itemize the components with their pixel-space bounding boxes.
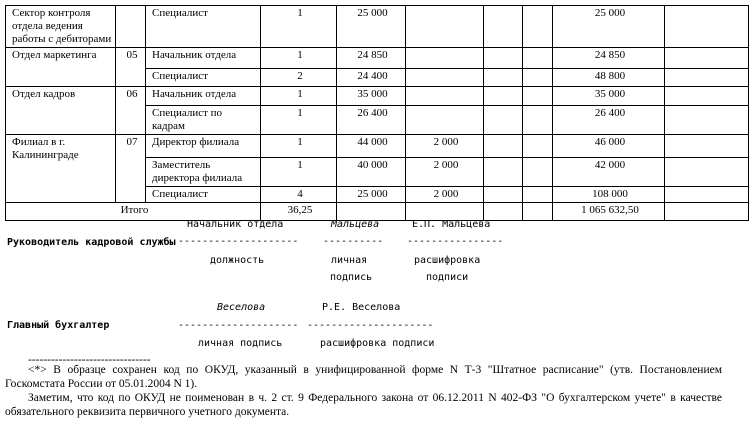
sign2-signature-value: Веселова [217,302,266,313]
cell-bonus3 [523,134,553,157]
cell-dept: Отдел кадров [6,86,116,134]
cell-salary: 26 400 [337,105,406,134]
cell-total: 46 000 [553,134,665,157]
cell-bonus2 [484,105,523,134]
footnote-line: Госкомстата России от 05.01.2004 N 1). [5,378,198,390]
cell-bonus3 [523,68,553,86]
sign1-position-value: Начальник отдела [187,219,284,230]
cell-bonus1 [406,86,484,105]
cell-total: 26 400 [553,105,665,134]
footnote-text [5,363,722,419]
cell-count: 4 [261,186,337,202]
cell-bonus1: 2 000 [406,134,484,157]
cell-position: Заместитель директора филиала [146,157,261,186]
cell-position: Директор филиала [146,134,261,157]
cell-bonus2 [484,68,523,86]
cell-bonus1 [406,47,484,68]
cell-dept: Сектор контроля отдела ведения работы с дебиторами [6,6,116,48]
cell-note [665,105,749,134]
cell-code: 06 [116,86,146,134]
cell-itogo-bonus1 [406,202,484,220]
cell-itogo-salary [337,202,406,220]
sign1-role-label: Руководитель кадровой службы [7,237,176,248]
cell-total: 35 000 [553,86,665,105]
cell-position: Специалист [146,6,261,48]
cell-total: 25 000 [553,6,665,48]
table-row [6,134,749,157]
cell-bonus1: 2 000 [406,186,484,202]
cell-code: 05 [116,47,146,86]
cell-count: 1 [261,134,337,157]
cell-count: 1 [261,47,337,68]
cell-itogo-bonus3 [523,202,553,220]
cell-count: 1 [261,6,337,48]
sign1-name-value: Е.П. Мальцева [412,219,491,230]
cell-code [116,6,146,48]
sign1-label-position: должность [210,255,265,266]
cell-dept: Отдел маркетинга [6,47,116,86]
cell-note [665,68,749,86]
sign1-label-signature-2: подпись [330,272,373,283]
cell-total: 108 000 [553,186,665,202]
table-row [6,47,749,68]
cell-bonus1 [406,6,484,48]
cell-count: 1 [261,157,337,186]
cell-itogo-count: 36,25 [261,202,337,220]
cell-bonus2 [484,6,523,48]
cell-total: 24 850 [553,47,665,68]
cell-note [665,6,749,48]
cell-itogo-note [665,202,749,220]
cell-salary: 44 000 [337,134,406,157]
cell-total: 42 000 [553,157,665,186]
sign2-dash-name: --------------------- [307,320,434,331]
sign2-label-name: расшифровка подписи [320,338,435,349]
sign2-dash-signature: -------------------- [178,320,299,331]
cell-salary: 24 850 [337,47,406,68]
sign1-label-signature-1: личная [331,255,368,266]
sign1-label-name-1: расшифровка [414,255,481,266]
cell-salary: 35 000 [337,86,406,105]
cell-salary: 24 400 [337,68,406,86]
cell-bonus3 [523,47,553,68]
cell-itogo-total: 1 065 632,50 [553,202,665,220]
cell-bonus2 [484,157,523,186]
staffing-table [5,5,749,221]
cell-bonus2 [484,186,523,202]
sign1-signature-value: Мальцева [331,219,380,230]
footnote-separator: -------------------------------- [28,354,151,366]
cell-bonus2 [484,47,523,68]
cell-bonus2 [484,134,523,157]
sign1-dash-position: -------------------- [178,236,299,247]
footnote-line: Заметим, что код по ОКУД не поименован в ч. 2 ст. 9 Федерального закона от 06.12.2011 N 402-ФЗ "О бухгалтерском учете" в качестве [28,392,722,404]
cell-itogo-label: Итого [6,202,261,220]
cell-note [665,86,749,105]
cell-bonus2 [484,86,523,105]
table-row [6,6,749,48]
cell-position: Начальник отдела [146,47,261,68]
cell-position: Специалист по кадрам [146,105,261,134]
table-row [6,86,749,105]
cell-bonus1 [406,68,484,86]
cell-bonus1 [406,105,484,134]
footnote-line: обязательного реквизита первичного учетного документа. [5,406,290,418]
table-total-row [6,202,749,220]
cell-count: 1 [261,86,337,105]
cell-bonus3 [523,186,553,202]
sign1-dash-name: ---------------- [407,236,504,247]
sign2-role-label: Главный бухгалтер [7,320,110,331]
cell-bonus1: 2 000 [406,157,484,186]
sign2-label-signature: личная подпись [198,338,283,349]
sign2-name-value: Р.Е. Веселова [322,302,401,313]
cell-note [665,157,749,186]
cell-bonus3 [523,105,553,134]
sign1-label-name-2: подписи [426,272,469,283]
cell-note [665,47,749,68]
cell-position: Начальник отдела [146,86,261,105]
cell-salary: 25 000 [337,186,406,202]
cell-total: 48 800 [553,68,665,86]
cell-note [665,134,749,157]
cell-code: 07 [116,134,146,202]
cell-dept: Филиал в г. Калининграде [6,134,116,202]
cell-count: 1 [261,105,337,134]
footnote-line: <*> В образце сохранен код по ОКУД, указанный в унифицированной форме N Т-3 "Штатное расписание" (утв. Постановлением [28,364,722,376]
cell-bonus3 [523,6,553,48]
cell-salary: 25 000 [337,6,406,48]
cell-position: Специалист [146,186,261,202]
cell-note [665,186,749,202]
sign1-dash-signature: ---------- [323,236,384,247]
cell-salary: 40 000 [337,157,406,186]
cell-itogo-bonus2 [484,202,523,220]
cell-bonus3 [523,86,553,105]
cell-bonus3 [523,157,553,186]
cell-count: 2 [261,68,337,86]
cell-position: Специалист [146,68,261,86]
